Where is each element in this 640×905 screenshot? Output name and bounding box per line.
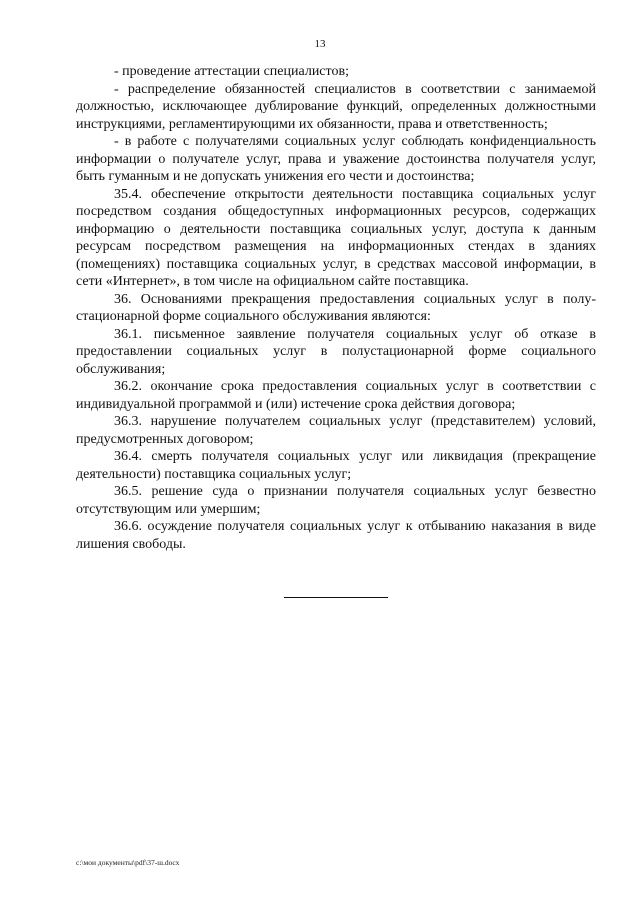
paragraph-duties-distribution: - распределение обязанностей специалистов в соответствии с занимаемой должностью, исключающее дублирование функций, определенных должностными инструкциями, регламентирующими их обязанности, права и ответственность; — [76, 81, 596, 132]
paragraph-36: 36. Основаниями прекращения предоставления социальных услуг в полу-стационарной форме социального обслуживания являются: — [76, 291, 596, 324]
paragraph-36-1: 36.1. письменное заявление получателя социальных услуг об отказе в предоставлении социальных услуг в полустационарной форме социального обслуживания; — [76, 326, 596, 377]
document-body — [76, 63, 596, 553]
paragraph-36-3: 36.3. нарушение получателем социальных услуг (представителем) условий, предусмотренных договором; — [76, 414, 596, 447]
paragraph-36-4: 36.4. смерть получателя социальных услуг или ликвидация (прекращение деятельности) поставщика социальных услуг; — [76, 449, 596, 482]
end-rule-divider — [284, 597, 388, 598]
paragraph-confidentiality: - в работе с получателями социальных услуг соблюдать конфиденциальность информации о получателе услуг, права и уважение достоинства получателя услуг, быть гуманным и не допускать унижения его чести и достоинства; — [76, 134, 596, 184]
page-number: 13 — [314, 38, 326, 50]
paragraph-36-2: 36.2. окончание срока предоставления социальных услуг в соответствии с индивидуальной программой и (или) истечение срока действия договора; — [76, 379, 596, 412]
paragraph-35-4: 35.4. обеспечение открытости деятельности поставщика социальных услуг посредством создания общедоступных информационных ресурсов, содержащих информацию о деятельности поставщика социальных услуг, доступа к данным ресурсам посредством размещения на информационных стендах в зданиях (помещениях) поставщика социальных услуг, в средствах массовой информации, в сети «Интернет», в том числе на официальном сайте поставщика. — [76, 186, 596, 289]
paragraph-attestation: - проведение аттестации специалистов; — [114, 64, 349, 79]
paragraph-36-5: 36.5. решение суда о признании получателя социальных услуг безвестно отсутствующим или умершим; — [76, 484, 596, 517]
paragraph-36-6: 36.6. осуждение получателя социальных услуг к отбыванию наказания в виде лишения свободы. — [76, 519, 596, 552]
footer-file-path: c:\мои документы\pdf\37-ш.docx — [76, 858, 180, 867]
